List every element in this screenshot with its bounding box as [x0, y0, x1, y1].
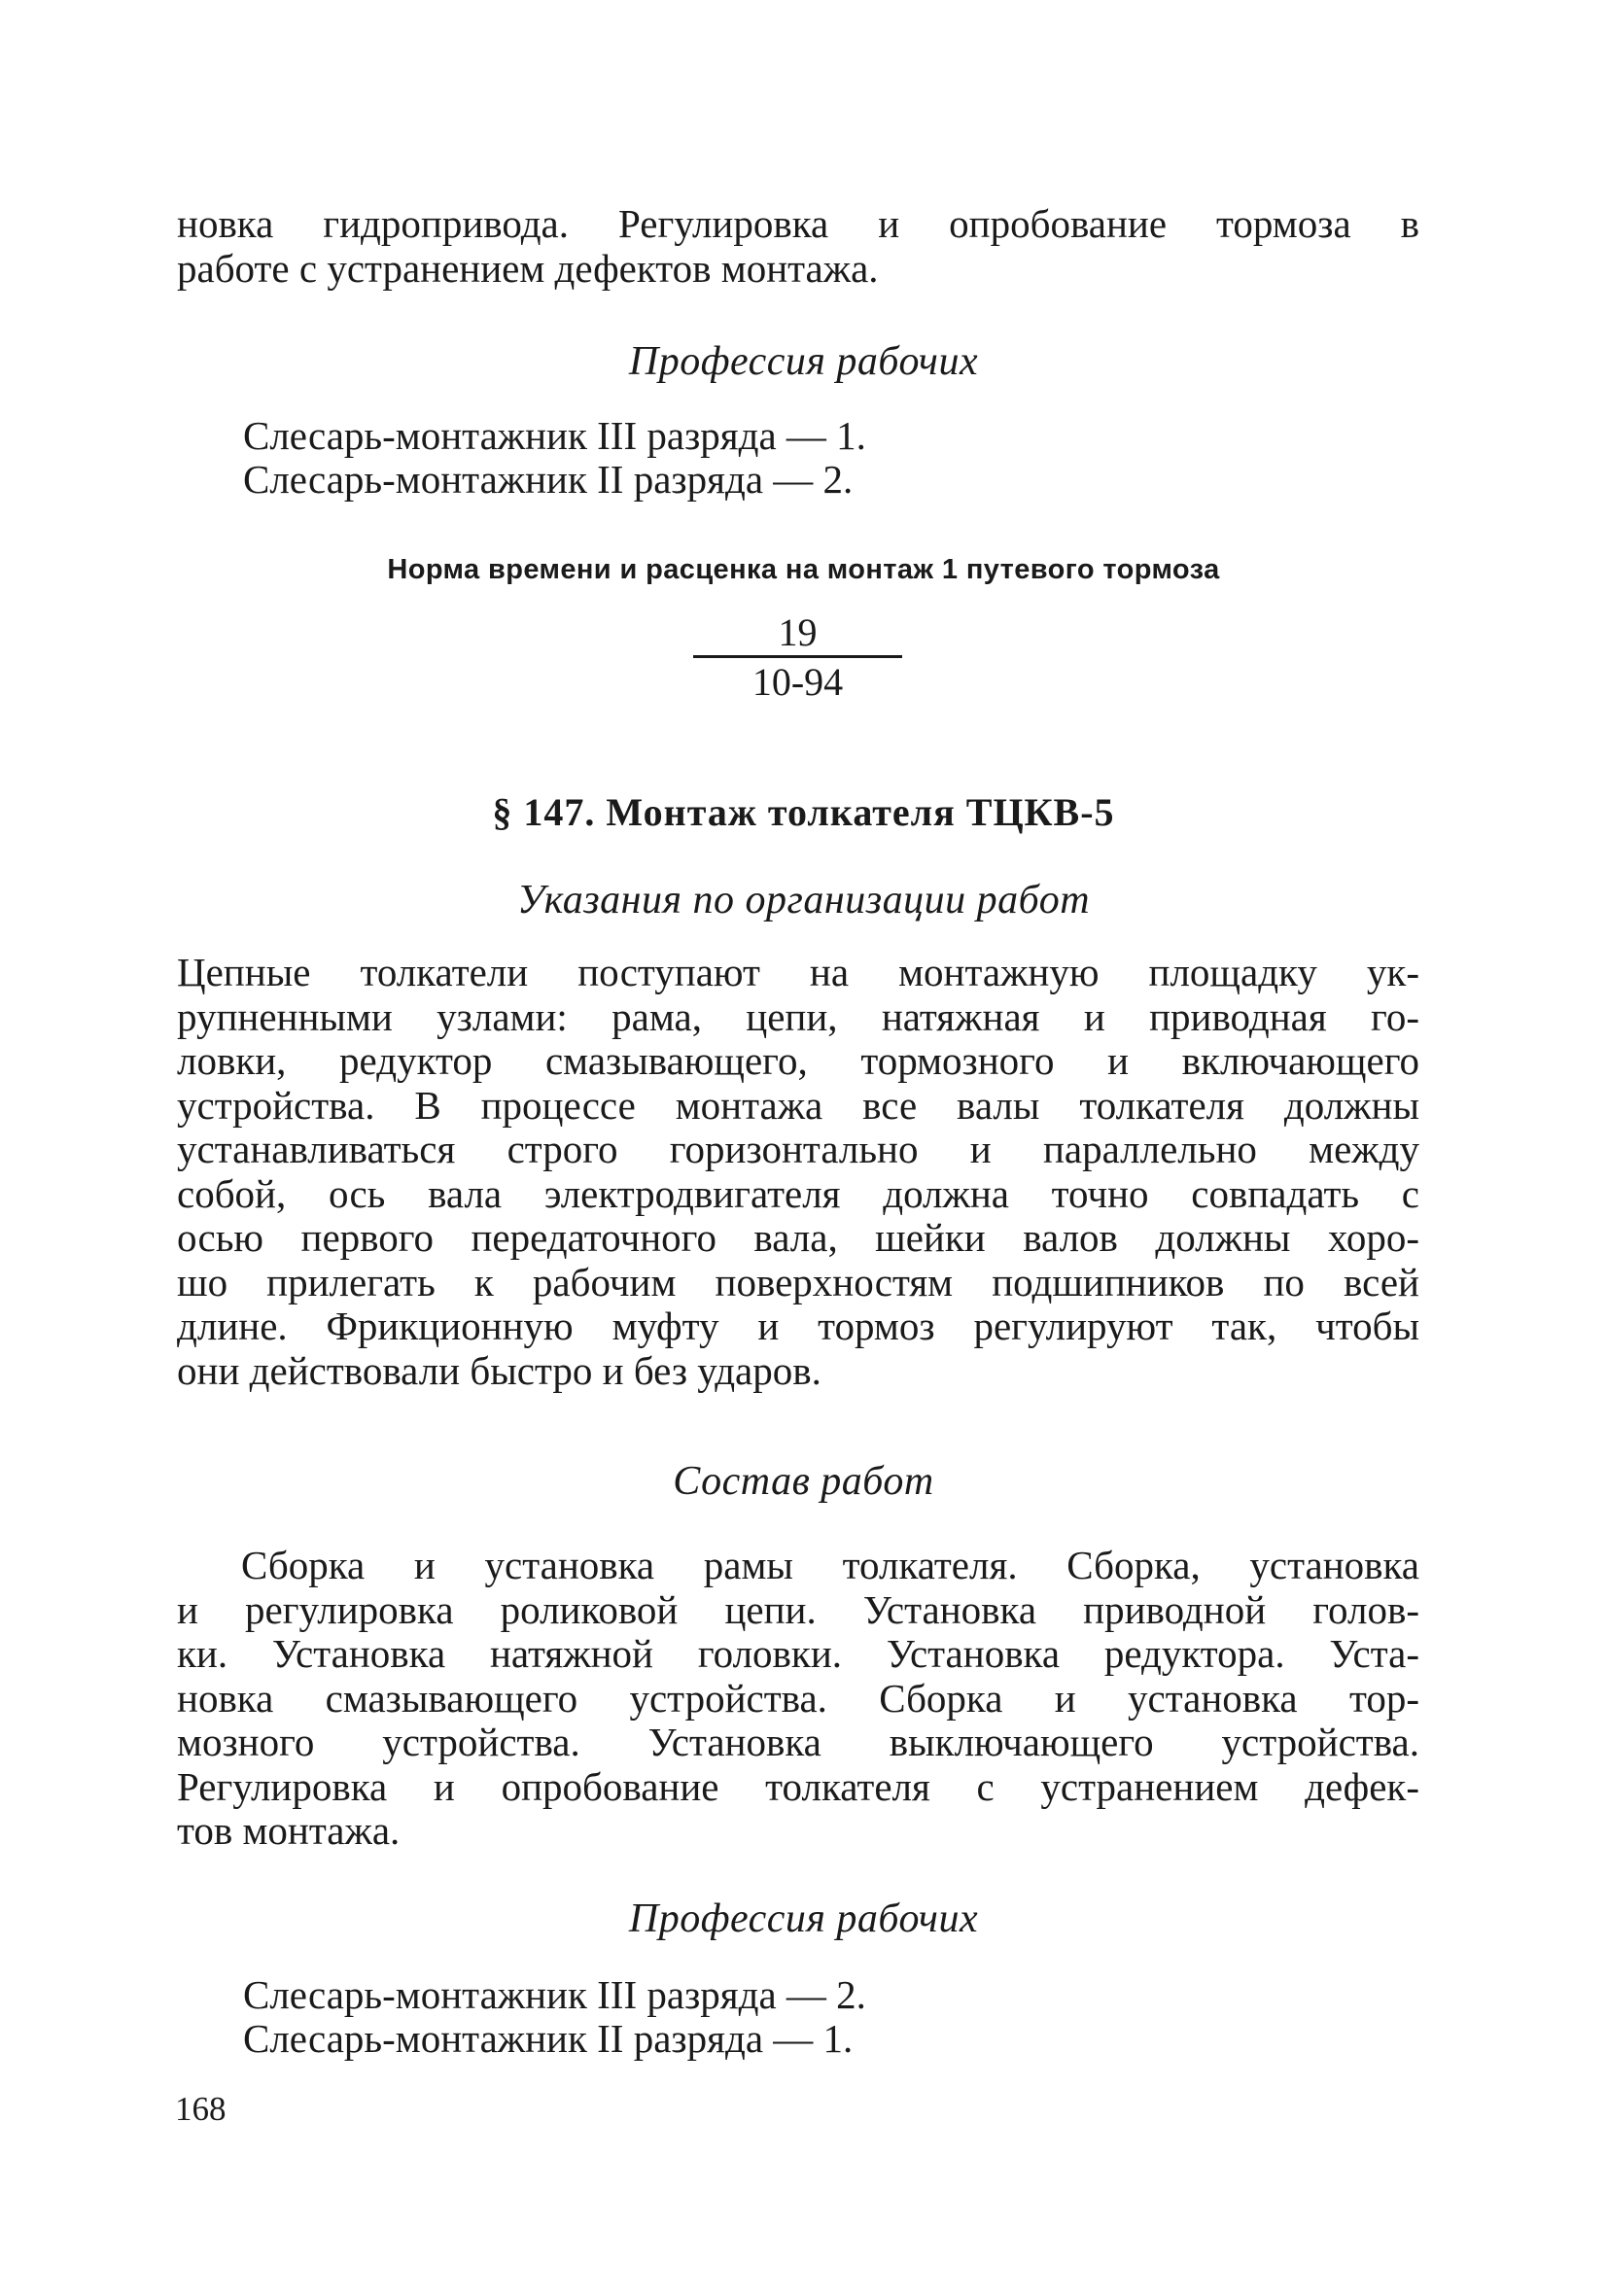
text-line: устройства. В процессе монтажа все валы толкателя должны	[177, 1082, 1419, 1128]
text-line: осью первого передаточного вала, шейки валов должны хоро-	[177, 1215, 1419, 1260]
worker-item: Слесарь-монтажник III разряда — 2.	[243, 1972, 866, 2017]
norm-denominator: 10-94	[751, 660, 844, 704]
instructions-paragraph	[177, 951, 1419, 1393]
text-line: шо прилегать к рабочим поверхностям подшипников по всей	[177, 1259, 1419, 1305]
norm-fraction	[693, 610, 902, 705]
workers-list	[243, 414, 866, 502]
text-line: работе с устранением дефектов монтажа.	[177, 245, 879, 291]
text-line: собой, ось вала электродвигателя должна точно совпадать с	[177, 1170, 1419, 1216]
text-line: новка гидропривода. Регулировка и опробование тормоза в	[177, 201, 1419, 246]
instructions-heading: Указания по организации работ	[516, 878, 1091, 922]
composition-heading: Состав работ	[673, 1459, 934, 1504]
text-line: Регулировка и опробование толкателя с устранением дефек-	[177, 1763, 1419, 1809]
text-line: устанавливаться строго горизонтально и параллельно между	[177, 1127, 1419, 1171]
text-line: Цепные толкатели поступают на монтажную площадку ук-	[177, 950, 1419, 994]
text-line: и регулировка роликовой цепи. Установка приводной голов-	[177, 1586, 1419, 1632]
text-line: мозного устройства. Установка выключающего устройства.	[177, 1720, 1419, 1764]
text-line: новка смазывающего устройства. Сборка и установка тор-	[177, 1675, 1419, 1721]
section-title: § 147. Монтаж толкателя ТЦКВ-5	[492, 790, 1115, 834]
worker-item: Слесарь-монтажник III разряда — 1.	[243, 413, 866, 458]
text-line: тов монтажа.	[177, 1808, 401, 1853]
worker-item: Слесарь-монтажник II разряда — 2.	[243, 457, 854, 502]
text-line: длине. Фрикционную муфту и тормоз регулируют так, чтобы	[177, 1304, 1419, 1348]
worker-item: Слесарь-монтажник II разряда — 1.	[243, 2016, 854, 2061]
fraction-bar	[693, 655, 902, 658]
norm-numerator: 19	[778, 610, 818, 654]
text-line: ловки, редуктор смазывающего, тормозного и включающего	[177, 1038, 1419, 1083]
intro-paragraph	[177, 202, 1419, 291]
workers-heading: Профессия рабочих	[628, 1896, 979, 1941]
text-line: ки. Установка натяжной головки. Установка редуктора. Уста-	[177, 1631, 1419, 1676]
workers-heading: Профессия рабочих	[628, 339, 979, 384]
text-line: Сборка и установка рамы толкателя. Сборка, установка	[241, 1543, 1419, 1587]
composition-paragraph	[177, 1544, 1419, 1854]
norm-title: Норма времени и расценка на монтаж 1 путевого тормоза	[387, 554, 1220, 585]
text-line: рупненными узлами: рама, цепи, натяжная и приводная го-	[177, 993, 1419, 1039]
page-number: 168	[175, 2090, 227, 2128]
workers-list	[243, 1973, 866, 2061]
text-line: они действовали быстро и без ударов.	[177, 1347, 821, 1393]
